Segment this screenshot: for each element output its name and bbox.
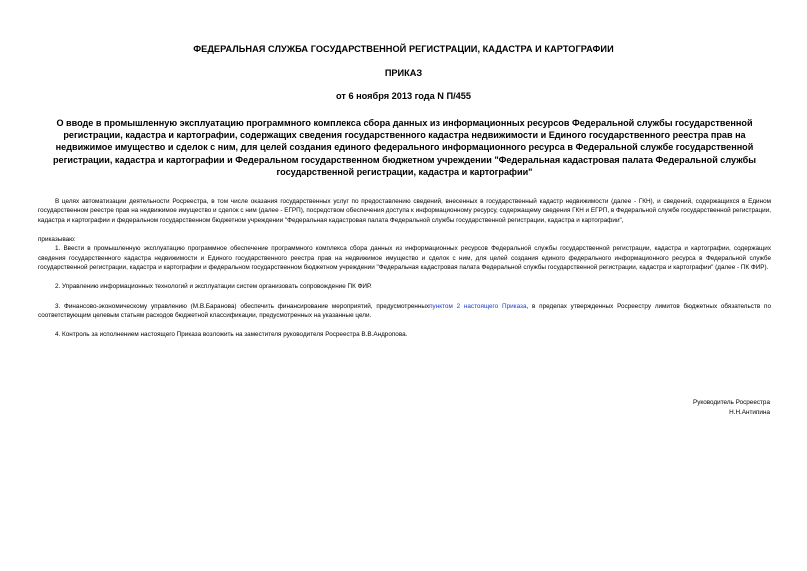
signatory-position: Руководитель Росреестра: [692, 399, 770, 406]
signatory-name: Н.Н.Антипина: [729, 409, 770, 416]
order-word: приказываю:: [38, 236, 76, 244]
clause-2-link[interactable]: пунктом 2 настоящего Приказа: [429, 302, 527, 310]
organization-title: ФЕДЕРАЛЬНАЯ СЛУЖБА ГОСУДАРСТВЕННОЙ РЕГИСТРАЦИИ, КАДАСТРА И КАРТОГРАФИИ: [193, 44, 614, 54]
document-type: ПРИКАЗ: [384, 68, 423, 78]
signature-block: [693, 398, 770, 418]
document-body: [38, 197, 771, 340]
order-item-3-text-start: 3. Финансово-экономическому управлению (М.В.Баранова) обеспечить финансирование мероприятий, предусмотренных: [55, 302, 430, 310]
order-item-3: [38, 302, 771, 321]
order-item-4: 4. Контроль за исполнением настоящего Приказа возложить на заместителя руководителя Росреестра В.В.Андропова.: [55, 331, 408, 339]
document-subject: О вводе в промышленную эксплуатацию программного комплекса сбора данных из информационных ресурсов Федеральной службы государственной регистрации, кадастра и картографии, содержащих сведения государственного кадастра недвижимости и Единого государственного реестра прав на недвижимое имущество и сделок с ним, для целей создания единого федерального информационного ресурса в Федеральной службе государственной регистрации, кадастра и картографии и Федеральном государственном бюджетном учреждении "Федеральная кадастровая палата Федеральной службы государственной регистрации, кадастра и картографии": [52, 118, 757, 177]
document-date-number: от 6 ноября 2013 года N П/455: [336, 91, 471, 101]
order-item-2: 2. Управлению информационных технологий и эксплуатации систем организовать сопровождение ПК ФИР.: [55, 283, 372, 291]
preamble-paragraph: В целях автоматизации деятельности Росреестра, в том числе оказания государственных услуг по предоставлению сведений, внесенных в государственный кадастр недвижимости (далее - ГКН), и сведений, содержащихся в Едином государственном реестре прав на недвижимое имущество и сделок с ним (далее - ЕГРП), посредством обеспечения доступа к информационному ресурсу, содержащему сведения ГКН и ЕГРП, в Федеральной службе государственной регистрации, кадастра и картографии и федеральном государственном бюджетном учреждении "Федеральная кадастровая палата Федеральной службы государственной регистрации, кадастра и картографии",: [38, 198, 771, 224]
order-item-1: 1. Ввести в промышленную эксплуатацию программное обеспечение программного комплекса сбора данных из информационных ресурсов Федеральной службы государственной регистрации, кадастра и картографии, содержащих сведения государственного кадастра недвижимости и Единого государственного реестра прав на недвижимое имущество и сделок с ним, для целей создания единого федерального информационного ресурса в Федеральной службе государственной регистрации, кадастра и картографии и федеральном государственном бюджетном учреждении "Федеральная кадастровая палата Федеральной службы государственной регистрации, кадастра и картографии" (далее - ПК ФИР).: [38, 245, 771, 272]
order-item-3-text-end: , в пределах утвержденных Росреестру лимитов бюджетных обязательств по соответствующим целевым статьям расходов бюджетной классификации, предусмотренных на указанные цели.: [38, 302, 771, 320]
